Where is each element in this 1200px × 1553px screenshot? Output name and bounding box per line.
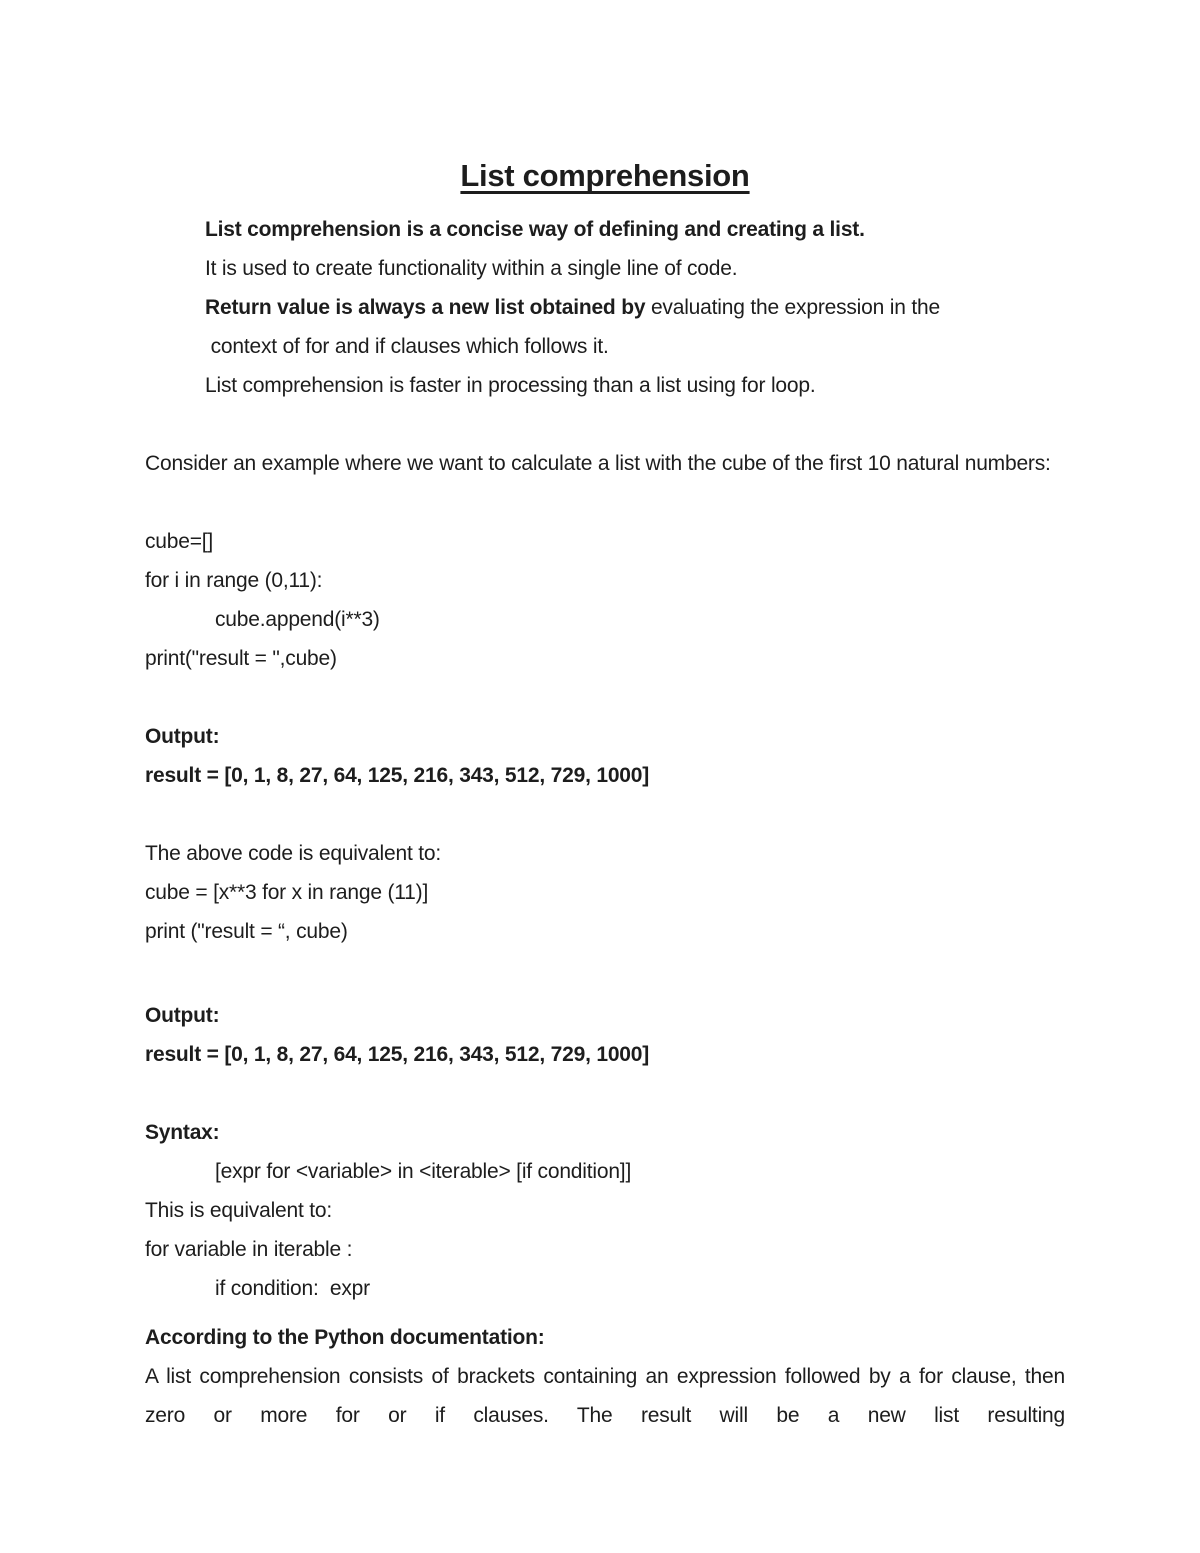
syntax-equivalent-line-1: for variable in iterable :	[145, 1238, 353, 1261]
code-line-1: cube=[]	[145, 530, 214, 553]
intro-line-5: List comprehension is faster in processing than a list using for loop.	[205, 374, 816, 397]
syntax-equivalent-intro: This is equivalent to:	[145, 1199, 333, 1222]
syntax-label: Syntax:	[145, 1121, 220, 1144]
page-title: List comprehension	[460, 158, 750, 193]
intro-line-4: context of for and if clauses which follows it.	[205, 335, 609, 358]
code-line-3: cube.append(i**3)	[215, 608, 380, 631]
intro-line-1: List comprehension is a concise way of defining and creating a list.	[205, 218, 865, 241]
intro-line-3-rest: evaluating the expression in the	[650, 296, 940, 319]
intro-line-2: It is used to create functionality within a single line of code.	[205, 257, 738, 280]
syntax-equivalent-line-2: if condition: expr	[215, 1277, 370, 1300]
output-block-2	[145, 996, 1065, 1074]
equivalent-code-line-2: print ("result = “, cube)	[145, 920, 348, 943]
output-2-result: result = [0, 1, 8, 27, 64, 125, 216, 343, 512, 729, 1000]	[145, 1043, 650, 1066]
output-block-1	[145, 717, 1065, 795]
example-intro-section	[145, 444, 1065, 483]
intro-section	[145, 210, 1065, 405]
equivalent-code-line-1: cube = [x**3 for x in range (11)]	[145, 881, 429, 904]
intro-line-3	[145, 288, 1065, 327]
intro-line-3-bold: Return value is always a new list obtained by	[205, 296, 651, 319]
output-1-label: Output:	[145, 725, 220, 748]
code-line-2: for i in range (0,11):	[145, 569, 323, 592]
equivalent-intro: The above code is equivalent to:	[145, 842, 441, 865]
document-content	[145, 156, 1065, 1435]
python-doc-heading: According to the Python documentation:	[145, 1326, 545, 1349]
syntax-section	[145, 1113, 1065, 1308]
example-intro-text: Consider an example where we want to calculate a list with the cube of the first 10 natural numbers:	[145, 452, 1051, 475]
code-line-4: print("result = ",cube)	[145, 647, 337, 670]
equivalent-code-block	[145, 834, 1065, 951]
python-doc-body: A list comprehension consists of brackets containing an expression followed by a for clause, then zero or more for or if clauses. The result will be a new list resulting	[145, 1365, 1065, 1427]
syntax-pattern: [expr for <variable> in <iterable> [if condition]]	[215, 1160, 632, 1183]
python-doc-section	[145, 1318, 1065, 1435]
code-block-1	[145, 522, 1065, 678]
output-2-label: Output:	[145, 1004, 220, 1027]
output-1-result: result = [0, 1, 8, 27, 64, 125, 216, 343, 512, 729, 1000]	[145, 764, 650, 787]
